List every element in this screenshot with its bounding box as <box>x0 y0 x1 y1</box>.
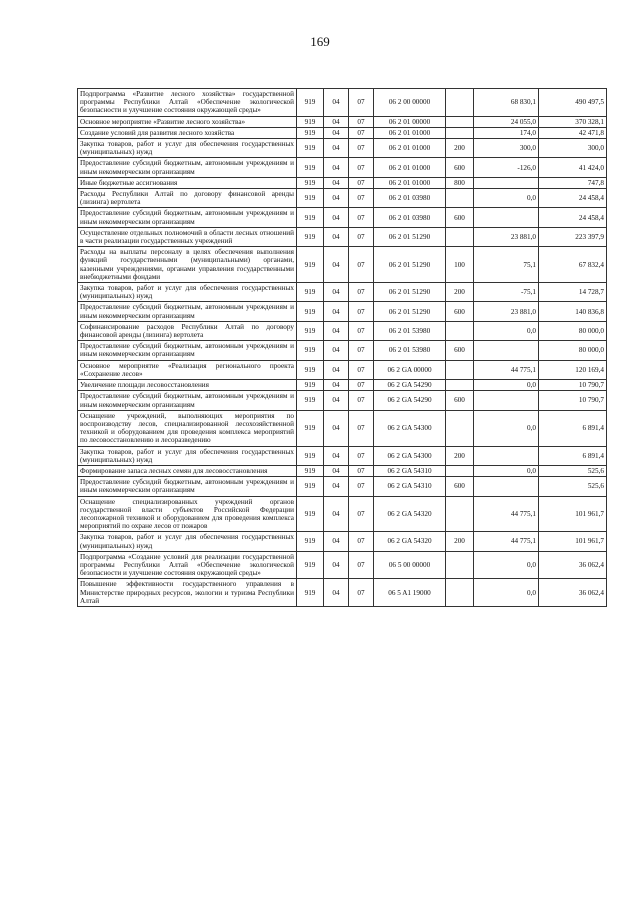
subsection-code: 07 <box>349 465 374 476</box>
change-amount <box>474 208 539 227</box>
row-name: Оснащение учреждений, выполняющих мероприятия по воспроизводству лесов, специализированной лесохозяйственной техникой и оборудованием для проведения комплекса мероприятий по лесовосстановлению и лесоразведению <box>78 410 297 446</box>
expense-type <box>446 360 474 379</box>
subsection-code: 07 <box>349 391 374 410</box>
expense-type <box>446 189 474 208</box>
target-article: 06 2 01 01000 <box>374 158 446 177</box>
section-code: 04 <box>324 89 349 117</box>
row-name: Предоставление субсидий бюджетным, автономным учреждениям и иным некоммерческим организациям <box>78 208 297 227</box>
section-code: 04 <box>324 579 349 607</box>
total-amount: 525,6 <box>539 465 607 476</box>
row-name: Предоставление субсидий бюджетным, автономным учреждениям и иным некоммерческим организациям <box>78 158 297 177</box>
ministry-code: 919 <box>297 551 324 579</box>
target-article: 06 2 01 03980 <box>374 208 446 227</box>
table-row <box>78 321 607 340</box>
ministry-code: 919 <box>297 380 324 391</box>
table-row <box>78 360 607 379</box>
section-code: 04 <box>324 189 349 208</box>
subsection-code: 07 <box>349 189 374 208</box>
row-name: Закупка товаров, работ и услуг для обеспечения государственных (муниципальных) нужд <box>78 532 297 551</box>
table-row <box>78 158 607 177</box>
total-amount: 80 000,0 <box>539 341 607 360</box>
section-code: 04 <box>324 551 349 579</box>
row-name: Закупка товаров, работ и услуг для обеспечения государственных (муниципальных) нужд <box>78 283 297 302</box>
target-article: 06 2 01 51290 <box>374 302 446 321</box>
target-article: 06 2 01 01000 <box>374 177 446 188</box>
ministry-code: 919 <box>297 496 324 532</box>
row-name: Предоставление субсидий бюджетным, автономным учреждениям и иным некоммерческим организациям <box>78 391 297 410</box>
expense-type <box>446 127 474 138</box>
table-row <box>78 532 607 551</box>
ministry-code: 919 <box>297 127 324 138</box>
target-article: 06 5 00 00000 <box>374 551 446 579</box>
expense-type <box>446 116 474 127</box>
subsection-code: 07 <box>349 139 374 158</box>
ministry-code: 919 <box>297 532 324 551</box>
total-amount: 300,0 <box>539 139 607 158</box>
section-code: 04 <box>324 208 349 227</box>
target-article: 06 2 GA 54300 <box>374 446 446 465</box>
ministry-code: 919 <box>297 465 324 476</box>
row-name: Закупка товаров, работ и услуг для обеспечения государственных (муниципальных) нужд <box>78 139 297 158</box>
table-row <box>78 465 607 476</box>
row-name: Предоставление субсидий бюджетным, автономным учреждениям и иным некоммерческим организациям <box>78 477 297 496</box>
target-article: 06 2 GA 54300 <box>374 410 446 446</box>
table-row <box>78 116 607 127</box>
subsection-code: 07 <box>349 127 374 138</box>
section-code: 04 <box>324 360 349 379</box>
subsection-code: 07 <box>349 446 374 465</box>
subsection-code: 07 <box>349 496 374 532</box>
table-row <box>78 89 607 117</box>
change-amount <box>474 341 539 360</box>
change-amount <box>474 477 539 496</box>
expense-type: 600 <box>446 302 474 321</box>
ministry-code: 919 <box>297 116 324 127</box>
ministry-code: 919 <box>297 139 324 158</box>
change-amount: 0,0 <box>474 380 539 391</box>
row-name: Создание условий для развития лесного хозяйства <box>78 127 297 138</box>
subsection-code: 07 <box>349 208 374 227</box>
total-amount: 101 961,7 <box>539 496 607 532</box>
total-amount: 747,8 <box>539 177 607 188</box>
total-amount: 80 000,0 <box>539 321 607 340</box>
subsection-code: 07 <box>349 551 374 579</box>
section-code: 04 <box>324 477 349 496</box>
row-name: Предоставление субсидий бюджетным, автономным учреждениям и иным некоммерческим организациям <box>78 341 297 360</box>
section-code: 04 <box>324 177 349 188</box>
target-article: 06 2 01 01000 <box>374 139 446 158</box>
section-code: 04 <box>324 158 349 177</box>
section-code: 04 <box>324 410 349 446</box>
subsection-code: 07 <box>349 177 374 188</box>
change-amount: 0,0 <box>474 551 539 579</box>
expense-type <box>446 551 474 579</box>
table-row <box>78 551 607 579</box>
expense-type <box>446 321 474 340</box>
total-amount: 36 062,4 <box>539 551 607 579</box>
ministry-code: 919 <box>297 89 324 117</box>
table-row <box>78 446 607 465</box>
table-row <box>78 341 607 360</box>
total-amount: 140 836,8 <box>539 302 607 321</box>
total-amount: 490 497,5 <box>539 89 607 117</box>
total-amount: 525,6 <box>539 477 607 496</box>
target-article: 06 2 GA 54290 <box>374 391 446 410</box>
total-amount: 41 424,0 <box>539 158 607 177</box>
target-article: 06 2 01 00000 <box>374 116 446 127</box>
change-amount <box>474 446 539 465</box>
change-amount <box>474 391 539 410</box>
row-name: Софинансирование расходов Республики Алтай по договору финансовой аренды (лизинга) вертолета <box>78 321 297 340</box>
ministry-code: 919 <box>297 158 324 177</box>
budget-table <box>77 88 607 607</box>
ministry-code: 919 <box>297 391 324 410</box>
subsection-code: 07 <box>349 227 374 246</box>
table-row <box>78 410 607 446</box>
row-name: Основное мероприятие «Реализация регионального проекта «Сохранение лесов» <box>78 360 297 379</box>
target-article: 06 2 00 00000 <box>374 89 446 117</box>
ministry-code: 919 <box>297 321 324 340</box>
table-row <box>78 208 607 227</box>
subsection-code: 07 <box>349 158 374 177</box>
total-amount: 36 062,4 <box>539 579 607 607</box>
total-amount: 14 728,7 <box>539 283 607 302</box>
change-amount: 0,0 <box>474 465 539 476</box>
row-name: Увеличение площади лесовосстановления <box>78 380 297 391</box>
expense-type: 600 <box>446 208 474 227</box>
change-amount: 23 881,0 <box>474 302 539 321</box>
total-amount: 42 471,8 <box>539 127 607 138</box>
ministry-code: 919 <box>297 247 324 283</box>
change-amount: 44 775,1 <box>474 496 539 532</box>
target-article: 06 2 01 51290 <box>374 227 446 246</box>
table-row <box>78 227 607 246</box>
target-article: 06 2 GA 54320 <box>374 532 446 551</box>
row-name: Повышение эффективности государственного управления в Министерстве природных ресурсов, экологии и туризма Республики Алтай <box>78 579 297 607</box>
section-code: 04 <box>324 127 349 138</box>
subsection-code: 07 <box>349 380 374 391</box>
ministry-code: 919 <box>297 477 324 496</box>
section-code: 04 <box>324 283 349 302</box>
section-code: 04 <box>324 116 349 127</box>
row-name: Иные бюджетные ассигнования <box>78 177 297 188</box>
ministry-code: 919 <box>297 410 324 446</box>
expense-type: 200 <box>446 446 474 465</box>
subsection-code: 07 <box>349 116 374 127</box>
target-article: 06 2 GA 54320 <box>374 496 446 532</box>
table-row <box>78 391 607 410</box>
expense-type: 600 <box>446 341 474 360</box>
change-amount: 44 775,1 <box>474 360 539 379</box>
ministry-code: 919 <box>297 302 324 321</box>
subsection-code: 07 <box>349 89 374 117</box>
expense-type <box>446 496 474 532</box>
change-amount: -126,0 <box>474 158 539 177</box>
section-code: 04 <box>324 302 349 321</box>
target-article: 06 2 01 53980 <box>374 321 446 340</box>
ministry-code: 919 <box>297 446 324 465</box>
section-code: 04 <box>324 227 349 246</box>
subsection-code: 07 <box>349 360 374 379</box>
section-code: 04 <box>324 532 349 551</box>
ministry-code: 919 <box>297 177 324 188</box>
subsection-code: 07 <box>349 283 374 302</box>
total-amount: 120 169,4 <box>539 360 607 379</box>
ministry-code: 919 <box>297 283 324 302</box>
expense-type: 200 <box>446 139 474 158</box>
table-row <box>78 189 607 208</box>
change-amount: 0,0 <box>474 321 539 340</box>
expense-type: 600 <box>446 158 474 177</box>
subsection-code: 07 <box>349 410 374 446</box>
table-row <box>78 579 607 607</box>
total-amount: 223 397,9 <box>539 227 607 246</box>
total-amount: 10 790,7 <box>539 380 607 391</box>
expense-type: 800 <box>446 177 474 188</box>
total-amount: 101 961,7 <box>539 532 607 551</box>
change-amount: 75,1 <box>474 247 539 283</box>
target-article: 06 2 01 51290 <box>374 247 446 283</box>
change-amount: 44 775,1 <box>474 532 539 551</box>
section-code: 04 <box>324 247 349 283</box>
expense-type: 200 <box>446 283 474 302</box>
expense-type: 600 <box>446 477 474 496</box>
row-name: Осуществление отдельных полномочий в области лесных отношений в части реализации государственных учреждений <box>78 227 297 246</box>
ministry-code: 919 <box>297 227 324 246</box>
table-row <box>78 127 607 138</box>
table-row <box>78 302 607 321</box>
target-article: 06 2 GA 54290 <box>374 380 446 391</box>
change-amount <box>474 177 539 188</box>
total-amount: 10 790,7 <box>539 391 607 410</box>
ministry-code: 919 <box>297 579 324 607</box>
expense-type <box>446 227 474 246</box>
target-article: 06 2 01 53980 <box>374 341 446 360</box>
subsection-code: 07 <box>349 321 374 340</box>
expense-type: 200 <box>446 532 474 551</box>
table-row <box>78 177 607 188</box>
change-amount: 0,0 <box>474 410 539 446</box>
total-amount: 6 891,4 <box>539 446 607 465</box>
total-amount: 24 458,4 <box>539 189 607 208</box>
row-name: Предоставление субсидий бюджетным, автономным учреждениям и иным некоммерческим организациям <box>78 302 297 321</box>
table-row <box>78 247 607 283</box>
section-code: 04 <box>324 446 349 465</box>
section-code: 04 <box>324 341 349 360</box>
ministry-code: 919 <box>297 360 324 379</box>
ministry-code: 919 <box>297 341 324 360</box>
table-row <box>78 496 607 532</box>
row-name: Подпрограмма «Создание условий для реализации государственной программы Республики Алтай «Обеспечение экологической безопасности и улучшение состояния окружающей среды» <box>78 551 297 579</box>
subsection-code: 07 <box>349 302 374 321</box>
expense-type: 600 <box>446 391 474 410</box>
table-body <box>78 89 607 607</box>
row-name: Основное мероприятие «Развитие лесного хозяйства» <box>78 116 297 127</box>
total-amount: 67 832,4 <box>539 247 607 283</box>
total-amount: 24 458,4 <box>539 208 607 227</box>
target-article: 06 2 01 01000 <box>374 127 446 138</box>
change-amount: 24 055,0 <box>474 116 539 127</box>
row-name: Формирование запаса лесных семян для лесовосстановления <box>78 465 297 476</box>
row-name: Расходы на выплаты персоналу в целях обеспечения выполнения функций государственными (муниципальными) органами, казенными учреждениями, органами управления государственными внебюджетными фондами <box>78 247 297 283</box>
section-code: 04 <box>324 465 349 476</box>
row-name: Оснащение специализированных учреждений органов государственной власти субъектов Российской Федерации лесопожарной техникой и оборудованием для проведения комплекса мероприятий по охране лесов от пожаров <box>78 496 297 532</box>
row-name: Закупка товаров, работ и услуг для обеспечения государственных (муниципальных) нужд <box>78 446 297 465</box>
section-code: 04 <box>324 496 349 532</box>
subsection-code: 07 <box>349 341 374 360</box>
expense-type <box>446 410 474 446</box>
ministry-code: 919 <box>297 189 324 208</box>
row-name: Подпрограмма «Развитие лесного хозяйства» государственной программы Республики Алтай «Обеспечение экологической безопасности и улучшение состояния окружающей среды» <box>78 89 297 117</box>
expense-type <box>446 380 474 391</box>
expense-type <box>446 579 474 607</box>
target-article: 06 2 GA 00000 <box>374 360 446 379</box>
row-name: Расходы Республики Алтай по договору финансовой аренды (лизинга) вертолета <box>78 189 297 208</box>
table-row <box>78 380 607 391</box>
total-amount: 6 891,4 <box>539 410 607 446</box>
section-code: 04 <box>324 391 349 410</box>
ministry-code: 919 <box>297 208 324 227</box>
change-amount: 174,0 <box>474 127 539 138</box>
table-row <box>78 477 607 496</box>
expense-type: 100 <box>446 247 474 283</box>
change-amount: -75,1 <box>474 283 539 302</box>
target-article: 06 2 01 03980 <box>374 189 446 208</box>
subsection-code: 07 <box>349 477 374 496</box>
section-code: 04 <box>324 139 349 158</box>
expense-type <box>446 465 474 476</box>
section-code: 04 <box>324 380 349 391</box>
section-code: 04 <box>324 321 349 340</box>
subsection-code: 07 <box>349 247 374 283</box>
page-number: 169 <box>310 34 330 49</box>
target-article: 06 2 GA 54310 <box>374 477 446 496</box>
table-row <box>78 139 607 158</box>
target-article: 06 2 GA 54310 <box>374 465 446 476</box>
change-amount: 0,0 <box>474 579 539 607</box>
total-amount: 370 328,1 <box>539 116 607 127</box>
subsection-code: 07 <box>349 532 374 551</box>
table-row <box>78 283 607 302</box>
target-article: 06 5 A1 19000 <box>374 579 446 607</box>
change-amount: 23 881,0 <box>474 227 539 246</box>
change-amount: 68 830,1 <box>474 89 539 117</box>
target-article: 06 2 01 51290 <box>374 283 446 302</box>
subsection-code: 07 <box>349 579 374 607</box>
change-amount: 300,0 <box>474 139 539 158</box>
expense-type <box>446 89 474 117</box>
change-amount: 0,0 <box>474 189 539 208</box>
